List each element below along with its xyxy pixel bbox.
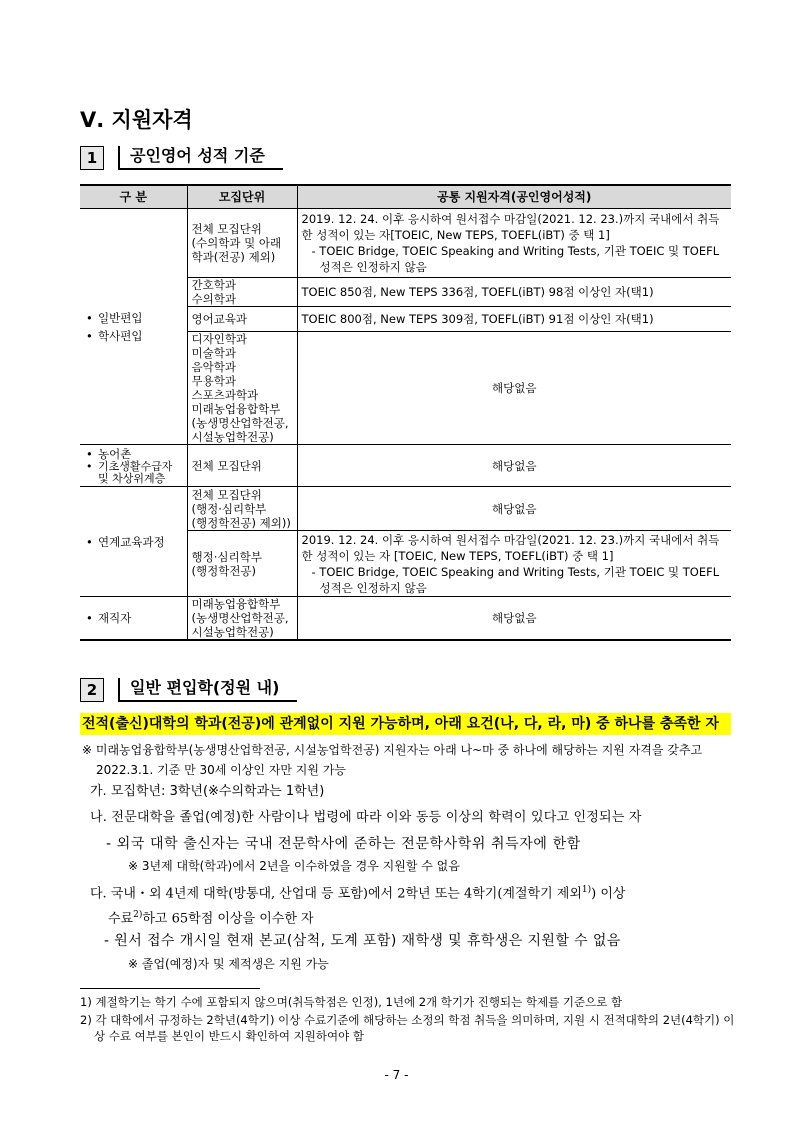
- list-item: • 학사편입: [84, 329, 183, 343]
- list-item: • 기초생활수급자 및 차상위계층: [84, 461, 183, 485]
- chapter-title: Ⅴ. 지원자격: [80, 108, 193, 132]
- item-da-text-end: ) 이상: [591, 886, 626, 902]
- item-da-note: ※ 졸업(예정)자 및 제적생은 지원 가능: [128, 957, 329, 971]
- page-number: - 7 -: [384, 1068, 409, 1082]
- item-da-text: 다. 국내・외 4년제 대학(방통대, 산업대 등 포함)에서 2학년 또는 4학기(계절학기 제외: [90, 886, 582, 902]
- requirement-text: 2019. 12. 24. 이후 응시하여 원서접수 마감일(2021. 12. 23.)까지 국내에서 취득한 성적이 있는 자 [TOEIC, New TEPS, TOEFL(iBT) 중 택 1]: [301, 532, 720, 563]
- section-number: 2: [80, 678, 104, 702]
- requirement-cell: 해당없음: [297, 332, 731, 445]
- requirement-cell: [297, 531, 731, 597]
- category-rural: [80, 445, 187, 487]
- footnote-1: 1) 계절학기는 학기 수에 포함되지 않으며(취득학점은 인정), 1년에 2개 학기가 진행되는 학제를 기준으로 함: [80, 995, 623, 1009]
- eligibility-highlight: 전적(출신)대학의 학과(전공)에 관계없이 지원 가능하며, 아래 요건(나, 다, 라, 마) 중 하나를 충족한 자: [80, 713, 731, 735]
- unit-cell: 간호학과 수의학과: [187, 278, 297, 307]
- item-na-note: ※ 3년제 대학(학과)에서 2년을 이수하였을 경우 지원할 수 없음: [128, 859, 460, 873]
- section-number: 1: [80, 146, 104, 170]
- future-agri-note: ※ 미래농업융합학부(농생명산업학전공, 시설농업학전공) 지원자는 아래 나~마 중 하나에 해당하는 지원 자격을 갖추고 2022.3.1. 기준 만 30세 이상인 자만 지원 가능: [82, 743, 703, 777]
- unit-cell: 전체 모집단위 (행정·심리학부 (행정학전공) 제외)): [187, 487, 297, 531]
- item-na-sub: - 외국 대학 출신자는 국내 전문학사에 준하는 전문학사학위 취득자에 한함: [106, 836, 581, 852]
- item-da-text: 수료: [108, 911, 134, 927]
- requirement-cell: TOEIC 850점, New TEPS 336점, TOEFL(iBT) 98점 이상인 자(택1): [297, 278, 731, 307]
- unit-cell: 미래농업융합학부 (농생명산업학전공, 시설농업학전공): [187, 597, 297, 641]
- requirement-note: - TOEIC Bridge, TOEIC Speaking and Writing Tests, 기관 TOEIC 및 TOEFL성적은 인정하지 않음: [311, 244, 720, 274]
- category-general: [80, 209, 187, 445]
- unit-cell: 행정·심리학부 (행정학전공): [187, 531, 297, 597]
- category-worker: [80, 597, 187, 641]
- unit-cell: 전체 모집단위: [187, 445, 297, 487]
- unit-cell: 영어교육과: [187, 307, 297, 332]
- item-na: 나. 전문대학을 졸업(예정)한 사람이나 법령에 따라 이와 동등 이상의 학력이 있다고 인정되는 자: [90, 810, 642, 825]
- footnote-ref: 2): [133, 910, 143, 920]
- unit-cell: 디자인학과 미술학과 음악학과 무용학과 스포츠과학과 미래농업융합학부 (농생명산업학전공, 시설농업학전공): [187, 332, 297, 445]
- requirement-cell: TOEIC 800점, New TEPS 309점, TOEFL(iBT) 91점 이상인 자(택1): [297, 307, 731, 332]
- header-category: 구 분: [80, 185, 187, 209]
- list-item: • 농어촌: [84, 447, 183, 461]
- requirement-cell: 해당없음: [297, 487, 731, 531]
- footnote-ref: 1): [581, 885, 592, 895]
- english-score-table: [80, 184, 731, 641]
- requirement-cell: 해당없음: [297, 445, 731, 487]
- category-linked: [80, 487, 187, 597]
- list-item: • 연계교육과정: [84, 535, 183, 549]
- section-title: 일반 편입학(정원 내): [118, 678, 297, 702]
- item-da-sub: - 원서 접수 개시일 현재 본교(삼척, 도계 포함) 재학생 및 휴학생은 지원할 수 없음: [104, 933, 621, 949]
- item-ga: 가. 모집학년: 3학년(※수의학과는 1학년): [90, 784, 325, 799]
- requirement-cell: 해당없음: [297, 597, 731, 641]
- unit-cell: 전체 모집단위 (수의학과 및 아래 학과(전공) 제외): [187, 209, 297, 278]
- footnote-divider: [80, 988, 260, 989]
- header-requirement: 공통 지원자격(공인영어성적): [297, 185, 731, 209]
- footnote-2: 2) 각 대학에서 규정하는 2학년(4학기) 이상 수료기준에 해당하는 소정의 학점 취득을 의미하며, 지원 시 전적대학의 2년(4학기) 이상 수료 여부를 본인이 반드시 확인하여 지원하여야 함: [80, 1013, 735, 1043]
- item-da: [90, 880, 735, 904]
- item-da-text: 하고 65학점 이상을 이수한 자: [142, 911, 314, 927]
- requirement-text: 2019. 12. 24. 이후 응시하여 원서접수 마감일(2021. 12. 23.)까지 국내에서 취득한 성적이 있는 자[TOEIC, New TEPS, TOEFL(iBT) 중 택 1]: [301, 212, 720, 242]
- list-item: • 일반편입: [84, 311, 183, 325]
- header-unit: 모집단위: [187, 185, 297, 209]
- item-da-cont: [108, 905, 314, 929]
- list-item: • 재직자: [84, 611, 183, 625]
- requirement-cell: [297, 209, 731, 278]
- section-title: 공인영어 성적 기준: [118, 146, 283, 170]
- requirement-note: - TOEIC Bridge, TOEIC Speaking and Writing Tests, 기관 TOEIC 및 TOEFL성적은 인정하지 않음: [311, 564, 720, 595]
